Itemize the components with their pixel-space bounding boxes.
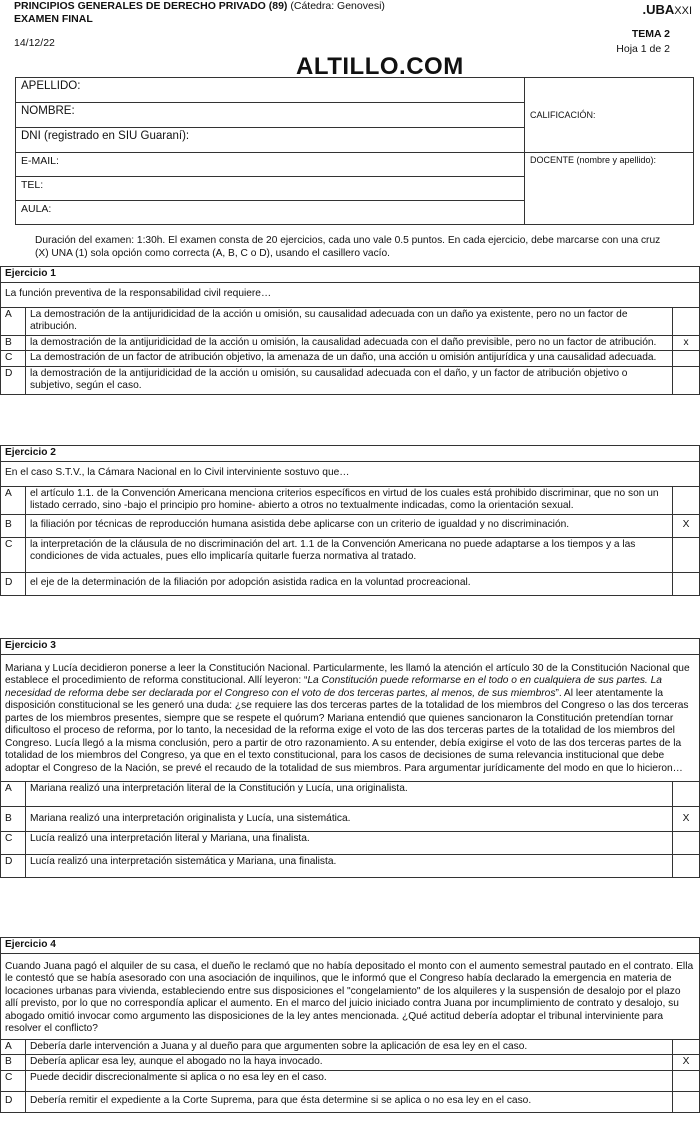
exercise-3 [0, 638, 700, 878]
answer-box[interactable] [673, 486, 700, 514]
answer-box[interactable]: x [673, 335, 700, 351]
answer-box[interactable] [673, 366, 700, 394]
answer-box[interactable] [673, 1070, 700, 1091]
option-text: Lucía realizó una interpretación sistemática y Mariana, una finalista. [26, 855, 673, 878]
option-text: Mariana realizó una interpretación originalista y Lucía, una sistemática. [26, 807, 673, 832]
exercise-4 [0, 937, 700, 1113]
option-letter: B [1, 1055, 26, 1071]
answer-box[interactable] [673, 832, 700, 855]
tel-field[interactable]: TEL: [16, 177, 525, 201]
exercise-2 [0, 445, 700, 596]
course-title: PRINCIPIOS GENERALES DE DERECHO PRIVADO (89) [14, 0, 288, 12]
option-row [1, 537, 700, 572]
option-text: el eje de la determinación de la filiación por adopción asistida radica en la voluntad procreacional. [26, 572, 673, 595]
option-letter: C [1, 537, 26, 572]
answer-box[interactable]: X [673, 1055, 700, 1071]
catedra-label: (Cátedra: Genovesi) [290, 0, 385, 12]
exam-header [14, 0, 385, 26]
option-letter: D [1, 855, 26, 878]
exercise-question [1, 654, 700, 782]
answer-box[interactable] [673, 537, 700, 572]
option-letter: A [1, 1039, 26, 1055]
exam-date: 14/12/22 [14, 37, 55, 49]
uba-logo [642, 2, 692, 17]
option-text: Debería darle intervención a Juana y al dueño para que argumenten sobre la aplicación de esa ley en el caso. [26, 1039, 673, 1055]
option-letter: A [1, 782, 26, 807]
exercise-1 [0, 266, 700, 395]
answer-box[interactable] [673, 782, 700, 807]
answer-box[interactable] [673, 855, 700, 878]
docente-field[interactable]: DOCENTE (nombre y apellido): [525, 153, 694, 225]
option-letter: D [1, 572, 26, 595]
exercise-title: Ejercicio 3 [1, 639, 700, 655]
option-text: Debería aplicar esa ley, aunque el abogado no la haya invocado. [26, 1055, 673, 1071]
constitution-quote: La Constitución puede reformarse en el todo o en cualquiera de sus partes. La necesidad de reforma debe ser declarada por el Congreso con el voto de dos terceras partes, al menos, de sus miembros [5, 675, 662, 699]
question-text-start: Mariana y Lucía decidieron ponerse a leer la Constitución Nacional. Particularmente, les llamó la atención el artículo 30 de la Constitución Nacional que establece el procedimiento de reforma constitucional. Allí leyeron: “ [5, 662, 690, 686]
exercise-question: Cuando Juana pagó el alquiler de su casa, el dueño le reclamó que no había depositado el monto con el aumento semestral pautado en el contrato. Ella le contestó que se había asesorado con una asociación de inquilinos, que le informó que el Congreso había declarado la emergencia en materia de locaciones urbanas para vivienda, estableciendo entre sus disposiciones el "congelamiento" de los alquileres y la suspensión de desalojo por el plazo allí previsto, por lo que no correspondía aplicar el aumento. En el marco del juicio iniciado contra Juana por incumplimiento de contrato y desalojo, su abogado omitió invocar como argumento las disposiciones de la ley antes mencionada. ¿Qué actitud debería adoptar el tribunal interviniente para resolver el conflicto? [1, 953, 700, 1039]
exercise-title: Ejercicio 2 [1, 446, 700, 462]
option-text: la demostración de la antijuridicidad de la acción u omisión, su causalidad adecuada con el daño, y un factor de atribución objetivo o subjetivo, según el caso. [26, 366, 673, 394]
answer-box[interactable] [673, 1039, 700, 1055]
answer-box[interactable]: X [673, 807, 700, 832]
option-text: Lucía realizó una interpretación literal y Mariana, una finalista. [26, 832, 673, 855]
option-letter: B [1, 807, 26, 832]
option-letter: C [1, 1070, 26, 1091]
option-row [1, 351, 700, 367]
option-row [1, 486, 700, 514]
email-field[interactable]: E-MAIL: [16, 153, 525, 177]
exercise-title: Ejercicio 1 [1, 267, 700, 283]
option-row [1, 572, 700, 595]
option-letter: C [1, 351, 26, 367]
option-text: La demostración de un factor de atribución objetivo, la amenaza de un daño, una acción u omisión antijurídica y una causalidad adecuada. [26, 351, 673, 367]
option-text: Mariana realizó una interpretación literal de la Constitución y Lucía, una originalista. [26, 782, 673, 807]
option-letter: C [1, 832, 26, 855]
option-letter: D [1, 366, 26, 394]
exercise-title: Ejercicio 4 [1, 938, 700, 954]
option-text: la interpretación de la cláusula de no discriminación del art. 1.1 de la Convención Americana no puede adaptarse a los tiempos y a las condiciones de vida actuales, pues ello implicaría quitarle fuerza normativa al tratado. [26, 537, 673, 572]
option-letter: B [1, 514, 26, 537]
option-text: la filiación por técnicas de reproducción humana asistida debe aplicarse con un criterio de igualdad y no discriminación. [26, 514, 673, 537]
option-row [1, 782, 700, 807]
apellido-field[interactable]: APELLIDO: [16, 78, 525, 103]
answer-box[interactable]: X [673, 514, 700, 537]
option-row [1, 807, 700, 832]
answer-box[interactable] [673, 572, 700, 595]
option-row [1, 832, 700, 855]
student-info-table [15, 77, 694, 225]
tema-label: TEMA 2 [631, 28, 670, 40]
exercise-question: En el caso S.T.V., la Cámara Nacional en lo Civil interviniente sostuvo que… [1, 461, 700, 486]
option-row [1, 307, 700, 335]
option-letter: A [1, 486, 26, 514]
question-text-end: ”. Al leer atentamente la disposición constitucional se les generó una duda: ¿se requiere las dos terceras partes de la totalidad de los miembros del Congreso o las dos terceras partes de los miembros presentes, siempre que se respete el quórum? Mariana entendió que quienes sancionaron la Constitución pretendían tornar dificultoso el proceso de reforma, por lo tanto, la necesidad de la reforma exige el voto de las dos terceras partes de la totalidad de los miembros del Congreso. Lucía llegó a la misma conclusión, pero a partir de otro razonamiento. A su entender, debía exigirse el voto de las dos terceras partes de la totalidad de los miembros del Congreso, ya que en el texto constitucional, para los casos de decisiones de suma relevancia institucional que debe adoptar el Congreso de la Nación, se prevé el recaudo de la totalidad de sus miembros. Para argumentar jurídicamente del modo en que lo hicieron… [5, 687, 689, 774]
answer-box[interactable] [673, 1091, 700, 1112]
aula-field[interactable]: AULA: [16, 201, 525, 225]
dni-field[interactable]: DNI (registrado en SIU Guaraní): [16, 128, 525, 153]
exercise-question: La función preventiva de la responsabilidad civil requiere… [1, 282, 700, 307]
option-row [1, 1039, 700, 1055]
option-text: el artículo 1.1. de la Convención Americana menciona criterios específicos en virtud de los cuales está prohibido discriminar, que no son un listado cerrado, sino -bajo el principio pro homine- abierto a otros no textualmente indicadas, como la orientación sexual. [26, 486, 673, 514]
calificacion-field[interactable]: CALIFICACIÓN: [525, 78, 694, 153]
option-text: La demostración de la antijuridicidad de la acción u omisión, su causalidad adecuada con un daño ya existente, pero no un factor de atribución. [26, 307, 673, 335]
altillo-watermark: ALTILLO.COM [296, 53, 464, 80]
option-text: Debería remitir el expediente a la Corte Suprema, para que ésta determine si se aplica o no esa ley en el caso. [26, 1091, 673, 1112]
uba-text: .UBA [642, 2, 675, 17]
option-text: la demostración de la antijuridicidad de la acción u omisión, la causalidad adecuada con el daño previsible, pero no un factor de atribución. [26, 335, 673, 351]
option-letter: A [1, 307, 26, 335]
option-row [1, 335, 700, 351]
option-letter: D [1, 1091, 26, 1112]
option-letter: B [1, 335, 26, 351]
answer-box[interactable] [673, 307, 700, 335]
option-row [1, 855, 700, 878]
option-row [1, 1070, 700, 1091]
option-row [1, 1091, 700, 1112]
option-row [1, 366, 700, 394]
exam-type: EXAMEN FINAL [14, 13, 93, 25]
page-indicator: Hoja 1 de 2 [616, 43, 670, 55]
option-row [1, 1055, 700, 1071]
option-row [1, 514, 700, 537]
nombre-field[interactable]: NOMBRE: [16, 103, 525, 128]
option-text: Puede decidir discrecionalmente si aplica o no esa ley en el caso. [26, 1070, 673, 1091]
exam-instructions: Duración del examen: 1:30h. El examen consta de 20 ejercicios, cada uno vale 0.5 puntos. En cada ejercicio, debe marcarse con una cruz (X) UNA (1) sola opción como correcta (A, B, C o D), usando el casillero vacío. [35, 235, 661, 259]
answer-box[interactable] [673, 351, 700, 367]
uba-xxi-text: XXI [674, 5, 692, 17]
